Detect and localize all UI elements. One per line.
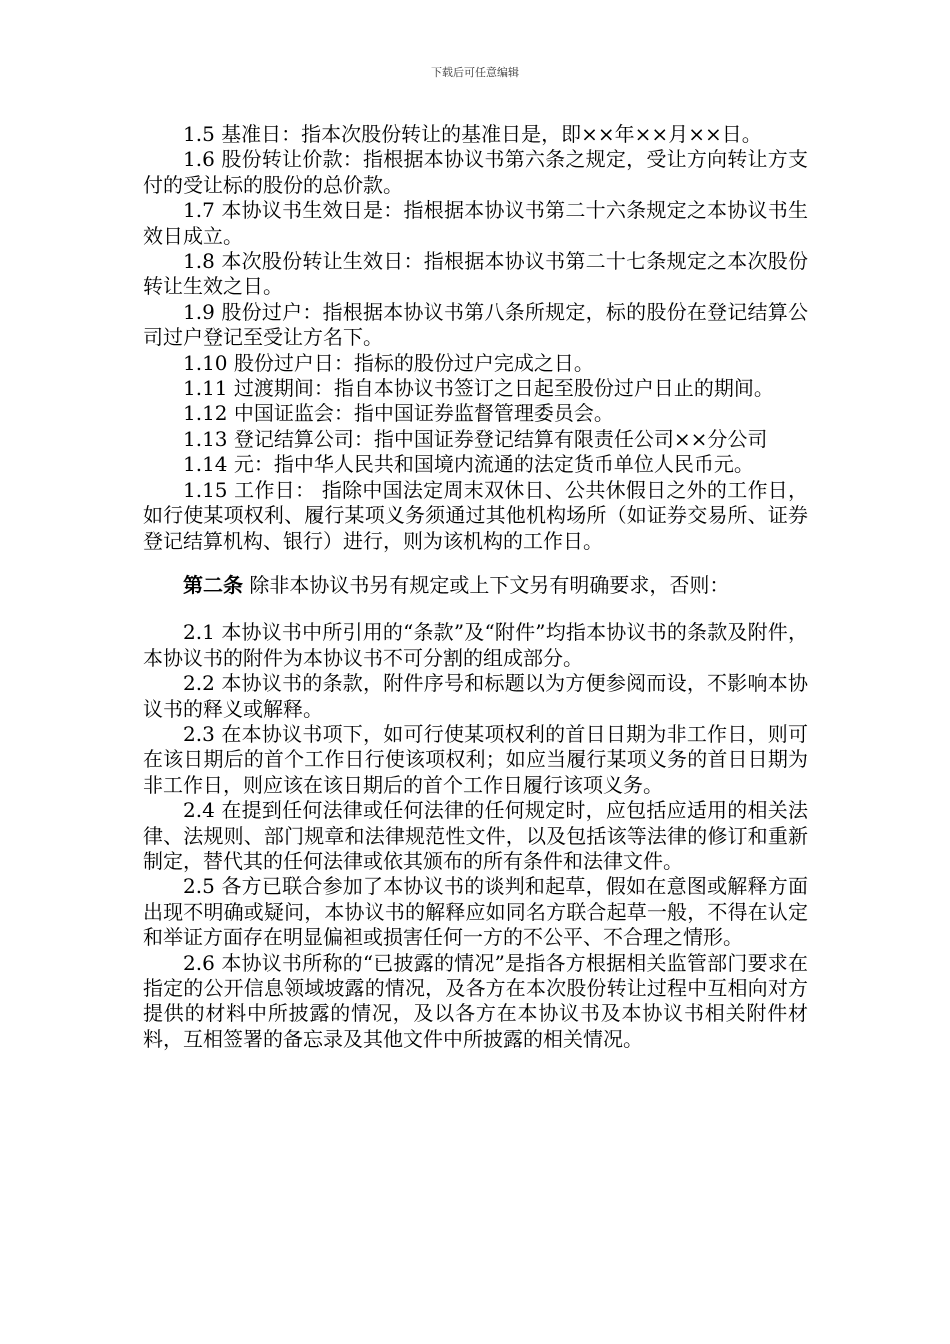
- clause-1-11: 1.11 过渡期间：指自本协议书签订之日起至股份过户日止的期间。: [183, 376, 774, 401]
- clause-1-10: 1.10 股份过户日：指标的股份过户完成之日。: [183, 350, 594, 375]
- clause-1-9: 1.9 股份过户：指根据本协议书第八条所规定，标的股份在登记结算公司过户登记至受让方名下。: [143, 299, 808, 350]
- clause-1-14: 1.14 元：指中华人民共和国境内流通的法定货币单位人民币元。: [183, 452, 754, 477]
- clause-2-5: 2.5 各方已联合参加了本协议书的谈判和起草，假如在意图或解释方面出现不明确或疑问，本协议书的解释应如同名方联合起草一般，不得在认定和举证方面存在明显偏袒或损害任何一方的不公平、不合理之情形。: [143, 874, 808, 950]
- clause-2-4: 2.4 在提到任何法律或任何法律的任何规定时，应包括应适用的相关法律、法规则、部门规章和法律规范性文件，以及包括该等法律的修订和重新制定，替代其的任何法律或依其颁布的所有条件和法律文件。: [143, 798, 808, 873]
- clause-2-3: 2.3 在本协议书项下，如可行使某项权利的首日日期为非工作日，则可在该日期后的首个工作日行使该项权利；如应当履行某项义务的首日日期为非工作日，则应该在该日期后的首个工作日履行该项义务。: [143, 721, 808, 797]
- article-2-intro: 除非本协议书另有规定或上下文另有明确要求，否则：: [243, 572, 730, 597]
- clause-1-6: 1.6 股份转让价款：指根据本协议书第六条之规定，受让方向转让方支付的受让标的股份的总价款。: [143, 147, 808, 197]
- clause-1-7: 1.7 本协议书生效日是：指根据本协议书第二十六条规定之本协议书生效日成立。: [143, 198, 808, 248]
- document-body: [143, 122, 808, 1052]
- clause-1-13: 1.13 登记结算公司：指中国证券登记结算有限责任公司××分公司: [183, 426, 768, 451]
- clause-2-2: 2.2 本协议书的条款，附件序号和标题以为方便参阅而设，不影响本协议书的释义或解释。: [143, 671, 808, 721]
- clause-2-1: 2.1 本协议书中所引用的“条款”及“附件”均指本协议书的条款及附件，本协议书的附件为本协议书不可分割的组成部分。: [143, 620, 808, 670]
- clause-1-8: 1.8 本次股份转让生效日：指根据本协议书第二十七条规定之本次股份转让生效之日。: [143, 249, 808, 299]
- page-header: 下载后可任意编辑: [431, 66, 519, 79]
- clause-1-12: 1.12 中国证监会：指中国证券监督管理委员会。: [183, 401, 614, 426]
- clause-2-6: 2.6 本协议书所称的“已披露的情况”是指各方根据相关监管部门要求在指定的公开信息领域坡露的情况，及各方在本次股份转让过程中互相向对方提供的材料中所披露的情况，及以各方在本协议书及本协议书相关附件材料，互相签署的备忘录及其他文件中所披露的相关情况。: [143, 950, 808, 1051]
- article-2-title: 第二条: [183, 572, 243, 597]
- clause-1-15: 1.15 工作日： 指除中国法定周末双休日、公共休假日之外的工作日，如行使某项权利、履行某项义务须通过其他机构场所（如证券交易所、证券登记结算机构、银行）进行，则为该机构的工作日。: [143, 477, 808, 553]
- article-2-heading: [143, 573, 808, 598]
- clause-1-5: 1.5 基准日：指本次股份转让的基准日是，即××年××月××日。: [183, 122, 762, 146]
